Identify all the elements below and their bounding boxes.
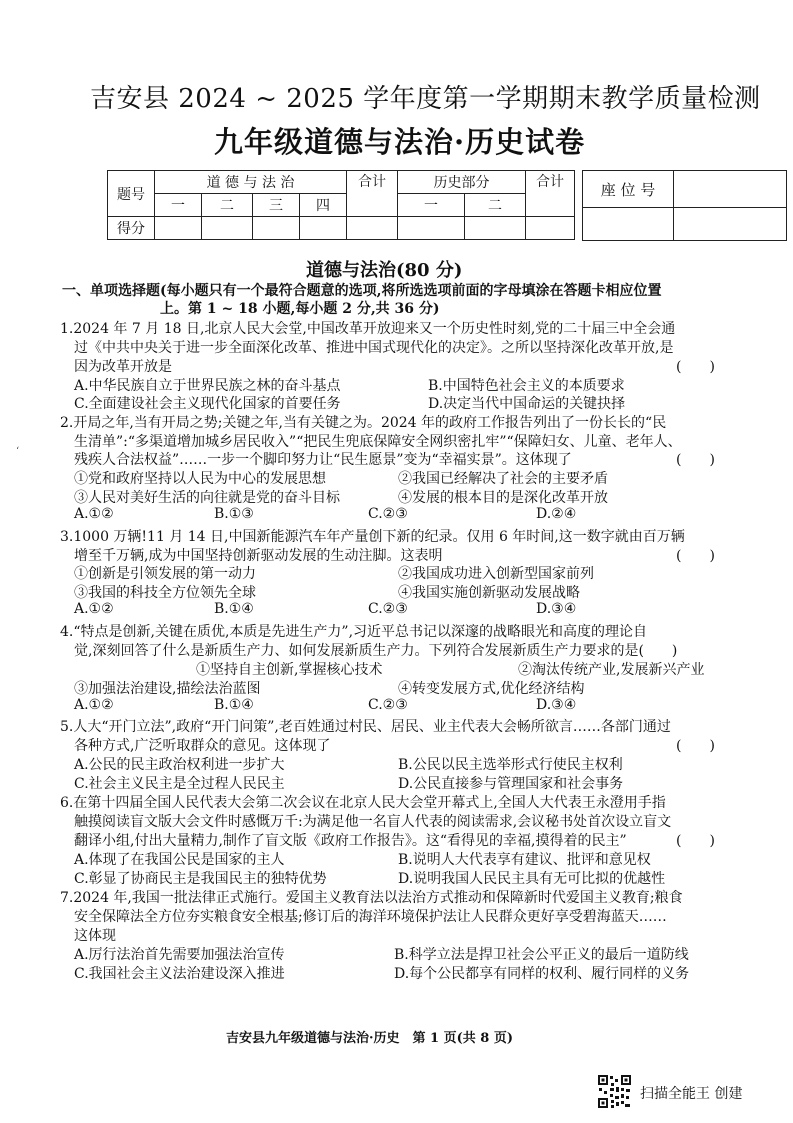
section-title: 道德与法治(80 分) bbox=[306, 260, 463, 281]
group-history: 历史部分 bbox=[398, 171, 526, 194]
col-header: 三 bbox=[253, 194, 300, 217]
col-header: 一 bbox=[155, 194, 202, 217]
score-cell bbox=[202, 217, 253, 240]
option-c: C.社会主义民主是全过程人民民主 bbox=[74, 776, 285, 792]
seat-number-box bbox=[582, 170, 787, 241]
question-4-stem: 觉,深刻回答了什么是新质生产力、如何发展新质生产力。下列符合发展新质生产力要求的是( ) bbox=[74, 643, 678, 659]
question-7-stem: 7.2024 年,我国一批法律正式施行。爱国主义教育法以法治方式推动和保障新时代爱国主义教育;粮食 bbox=[60, 890, 683, 906]
row-label-question-number: 题号 bbox=[108, 171, 155, 217]
option-c: C.全面建设社会主义现代化国家的首要任务 bbox=[74, 396, 341, 412]
question-4-stem: 4.“特点是创新,关键在质优,本质是先进生产力”,习近平总书记以深邃的战略眼光和高度的理论自 bbox=[60, 624, 648, 640]
option-c: C.②③ bbox=[368, 601, 408, 617]
scanner-watermark-text: 扫描全能王 创建 bbox=[640, 1086, 743, 1102]
answer-paren: ( ) bbox=[676, 359, 715, 375]
option-a: A.①② bbox=[74, 506, 114, 522]
margin-mark: ʻ bbox=[16, 446, 20, 457]
option-a: A.体现了在我国公民是国家的主人 bbox=[74, 852, 285, 868]
option-d: D.③④ bbox=[536, 601, 577, 617]
question-1-stem: 过《中共中央关于进一步全面深化改革、推进中国式现代化的决定》。之所以坚持深化改革开放,是 bbox=[74, 340, 674, 356]
seat-number-cell bbox=[583, 208, 674, 241]
option-d: D.决定当代中国命运的关键抉择 bbox=[428, 396, 626, 412]
option-b: B.说明人大代表享有建议、批评和意见权 bbox=[398, 852, 651, 868]
answer-paren: ( ) bbox=[676, 738, 715, 754]
question-6-stem: 触摸阅读盲文版大会文件时感慨万千:为满足他一名盲人代表的阅读需求,会议秘书处首次设立盲文 bbox=[74, 814, 672, 830]
option-d: D.每个公民都享有同样的权利、履行同样的义务 bbox=[394, 966, 690, 982]
question-1-stem: 1.2024 年 7 月 18 日,北京人民大会堂,中国改革开放迎来又一个历史性时刻,党的二十届三中全会通 bbox=[60, 321, 676, 337]
question-3-stem: 增至千万辆,成为中国坚持创新驱动发展的生动注脚。这表明 bbox=[74, 548, 443, 564]
score-cell bbox=[347, 217, 398, 240]
question-3-stem: 3.1000 万辆!11 月 14 日,中国新能源汽车年产量创下新的纪录。仅用 6 年时间,这一数字就由百万辆 bbox=[60, 529, 685, 545]
seat-number-label: 座 位 号 bbox=[583, 171, 674, 208]
statement: ③加强法治建设,描绘法治蓝图 bbox=[74, 681, 261, 697]
option-b: B.科学立法是捍卫社会公平正义的最后一道防线 bbox=[394, 947, 689, 963]
question-7-stem: 安全保障法全方位夯实粮食安全根基;修订后的海洋环境保护法让人民群众更好享受碧海蓝天…… bbox=[74, 909, 667, 925]
col-header: 二 bbox=[202, 194, 253, 217]
statement: ③人民对美好生活的向往就是党的奋斗目标 bbox=[74, 490, 340, 506]
statement: ③我国的科技全方位领先全球 bbox=[74, 585, 256, 601]
total-header-1: 合计 bbox=[347, 171, 398, 217]
score-cell bbox=[398, 217, 465, 240]
seat-number-cell bbox=[674, 171, 787, 208]
option-b: B.①④ bbox=[214, 697, 254, 713]
answer-paren: ( ) bbox=[676, 833, 715, 849]
exam-header-title: 吉安县 2024 ~ 2025 学年度第一学期期末教学质量检测 bbox=[90, 84, 761, 114]
question-6-stem: 6.在第十四届全国人民代表大会第二次会议在北京人民大会堂开幕式上,全国人大代表王永澄用手指 bbox=[60, 795, 666, 811]
option-a: A.①② bbox=[74, 697, 114, 713]
statement: ②我国成功进入创新型国家前列 bbox=[398, 566, 594, 582]
question-5-stem: 各种方式,广泛听取群众的意见。这体现了 bbox=[74, 738, 331, 754]
row-label-score: 得分 bbox=[108, 217, 155, 240]
answer-paren: ( ) bbox=[676, 548, 715, 564]
total-header-2: 合计 bbox=[526, 171, 575, 217]
option-c: C.②③ bbox=[368, 506, 408, 522]
question-6-stem: 翻译小组,付出大量精力,制作了盲文版《政府工作报告》。这“看得见的幸福,摸得着的民主” bbox=[74, 833, 627, 849]
option-b: B.公民以民主选举形式行使民主权利 bbox=[398, 757, 623, 773]
statement: ①坚持自主创新,掌握核心技术 bbox=[196, 662, 383, 678]
statement: ②淘汰传统产业,发展新兴产业 bbox=[518, 662, 705, 678]
option-c: C.我国社会主义法治建设深入推进 bbox=[74, 966, 285, 982]
score-cell bbox=[253, 217, 300, 240]
answer-paren: ( ) bbox=[676, 452, 715, 468]
col-header: 二 bbox=[465, 194, 526, 217]
option-a: A.①② bbox=[74, 601, 114, 617]
option-d: D.②④ bbox=[536, 506, 577, 522]
exam-subtitle: 九年级道德与法治·历史试卷 bbox=[214, 125, 586, 159]
option-b: B.中国特色社会主义的本质要求 bbox=[428, 378, 625, 394]
score-cell bbox=[300, 217, 347, 240]
option-c: C.彰显了协商民主是我国民主的独特优势 bbox=[74, 871, 327, 887]
option-d: D.说明我国人民民主具有无可比拟的优越性 bbox=[398, 871, 666, 887]
col-header: 一 bbox=[398, 194, 465, 217]
option-a: A.厉行法治首先需要加强法治宣传 bbox=[74, 947, 285, 963]
score-cell bbox=[526, 217, 575, 240]
option-b: B.①④ bbox=[214, 601, 254, 617]
option-c: C.②③ bbox=[368, 697, 408, 713]
statement: ①创新是引领发展的第一动力 bbox=[74, 566, 256, 582]
option-a: A.公民的民主政治权利进一步扩大 bbox=[74, 757, 285, 773]
question-5-stem: 5.人大“开门立法”,政府“开门问策”,老百姓通过村民、居民、业主代表大会畅所欲言……各部门通过 bbox=[60, 719, 671, 735]
question-1-stem: 因为改革开放是 bbox=[74, 359, 172, 375]
option-d: D.③④ bbox=[536, 697, 577, 713]
statement: ④转变发展方式,优化经济结构 bbox=[398, 681, 585, 697]
qr-code-icon bbox=[597, 1074, 632, 1109]
group-moral-law: 道 德 与 法 治 bbox=[155, 171, 347, 194]
question-2-stem: 2.开局之年,当有开局之势;关键之年,当有关键之为。2024 年的政府工作报告列出了一份长长的“民 bbox=[60, 415, 667, 431]
question-7-stem: 这体现 bbox=[74, 928, 116, 944]
question-2-stem: 生清单”:“多渠道增加城乡居民收入”“把民生兜底保障安全网织密扎牢”“保障妇女、儿童、老年人、 bbox=[74, 434, 682, 450]
score-cell bbox=[465, 217, 526, 240]
question-2-stem: 残疾人合法权益”……一步一个脚印努力让“民生愿景”变为“幸福实景”。这体现了 bbox=[74, 452, 572, 468]
section-instruction: 上。第 1 ~ 18 小题,每小题 2 分,共 36 分) bbox=[160, 301, 440, 317]
option-b: B.①③ bbox=[214, 506, 254, 522]
statement: ④我国实施创新驱动发展战略 bbox=[398, 585, 580, 601]
section-instruction: 一、单项选择题(每小题只有一个最符合题意的选项,将所选选项前面的字母填涂在答题卡相应位置 bbox=[62, 283, 662, 299]
statement: ①党和政府坚持以人民为中心的发展思想 bbox=[74, 471, 326, 487]
col-header: 四 bbox=[300, 194, 347, 217]
statement: ④发展的根本目的是深化改革开放 bbox=[398, 490, 608, 506]
score-table bbox=[107, 170, 575, 240]
seat-number-cell bbox=[674, 208, 787, 241]
score-cell bbox=[155, 217, 202, 240]
option-d: D.公民直接参与管理国家和社会事务 bbox=[398, 776, 624, 792]
page-footer: 吉安县九年级道德与法治·历史 第 1 页(共 8 页) bbox=[226, 1031, 514, 1046]
statement: ②我国已经解决了社会的主要矛盾 bbox=[398, 471, 608, 487]
option-a: A.中华民族自立于世界民族之林的奋斗基点 bbox=[74, 378, 341, 394]
